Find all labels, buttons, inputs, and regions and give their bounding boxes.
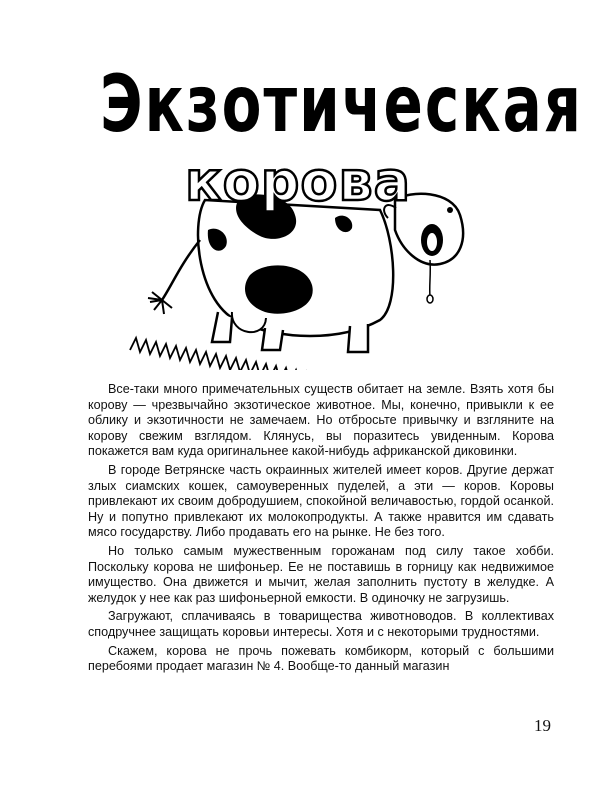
page-number: 19: [534, 716, 551, 735]
paragraph: В городе Ветрянске часть окраинных жителей имеет коров. Другие держат злых сиамских кошек, самоуверенных пуделей, а эти — коров. Коровы привлекают их своим добродушием, спокойной величавостью, гордой осанкой. Ну и попутно привлекают их молокопродукты. А также нравится им сдавать мясо государству. Либо продавать его на рынке. Не без того.: [88, 462, 554, 540]
title-line-1: Экзотическая: [100, 58, 584, 150]
paragraph: Загружают, сплачиваясь в товарищества животноводов. В коллективах сподручнее защищать коровьи интересы. Хотя и с некоторыми трудностями.: [88, 609, 554, 639]
title-line-2: корова: [185, 150, 412, 213]
paragraph: Скажем, корова не прочь пожевать комбикорм, который с большими перебоями продает магазин № 4. Вообще-то данный магазин: [88, 643, 554, 674]
paragraph: Но только самым мужественным горожанам под силу такое хобби. Поскольку корова не шифоньер. Ее не поставишь в горницу как недвижимое имущество. Она движется и мычит, желая заполнить пустоту в желудке. А желудок у нее как раз шифоньерной емкости. В одиночку не загрузишь.: [88, 543, 554, 605]
paragraph: Все-таки много примечательных существ обитает на земле. Взять хотя бы корову — чрезвычайно экзотическое животное. Мы, конечно, привыкли к ее облику и экзотичности не замечаем. Но отбросьте привычку и взгляните на корову свежим взглядом. Клянусь, вы поразитесь увиденным. Корова покажется вам куда оригинальнее какой-нибудь африканской диковинки.: [88, 382, 554, 459]
body-text: [88, 382, 554, 678]
